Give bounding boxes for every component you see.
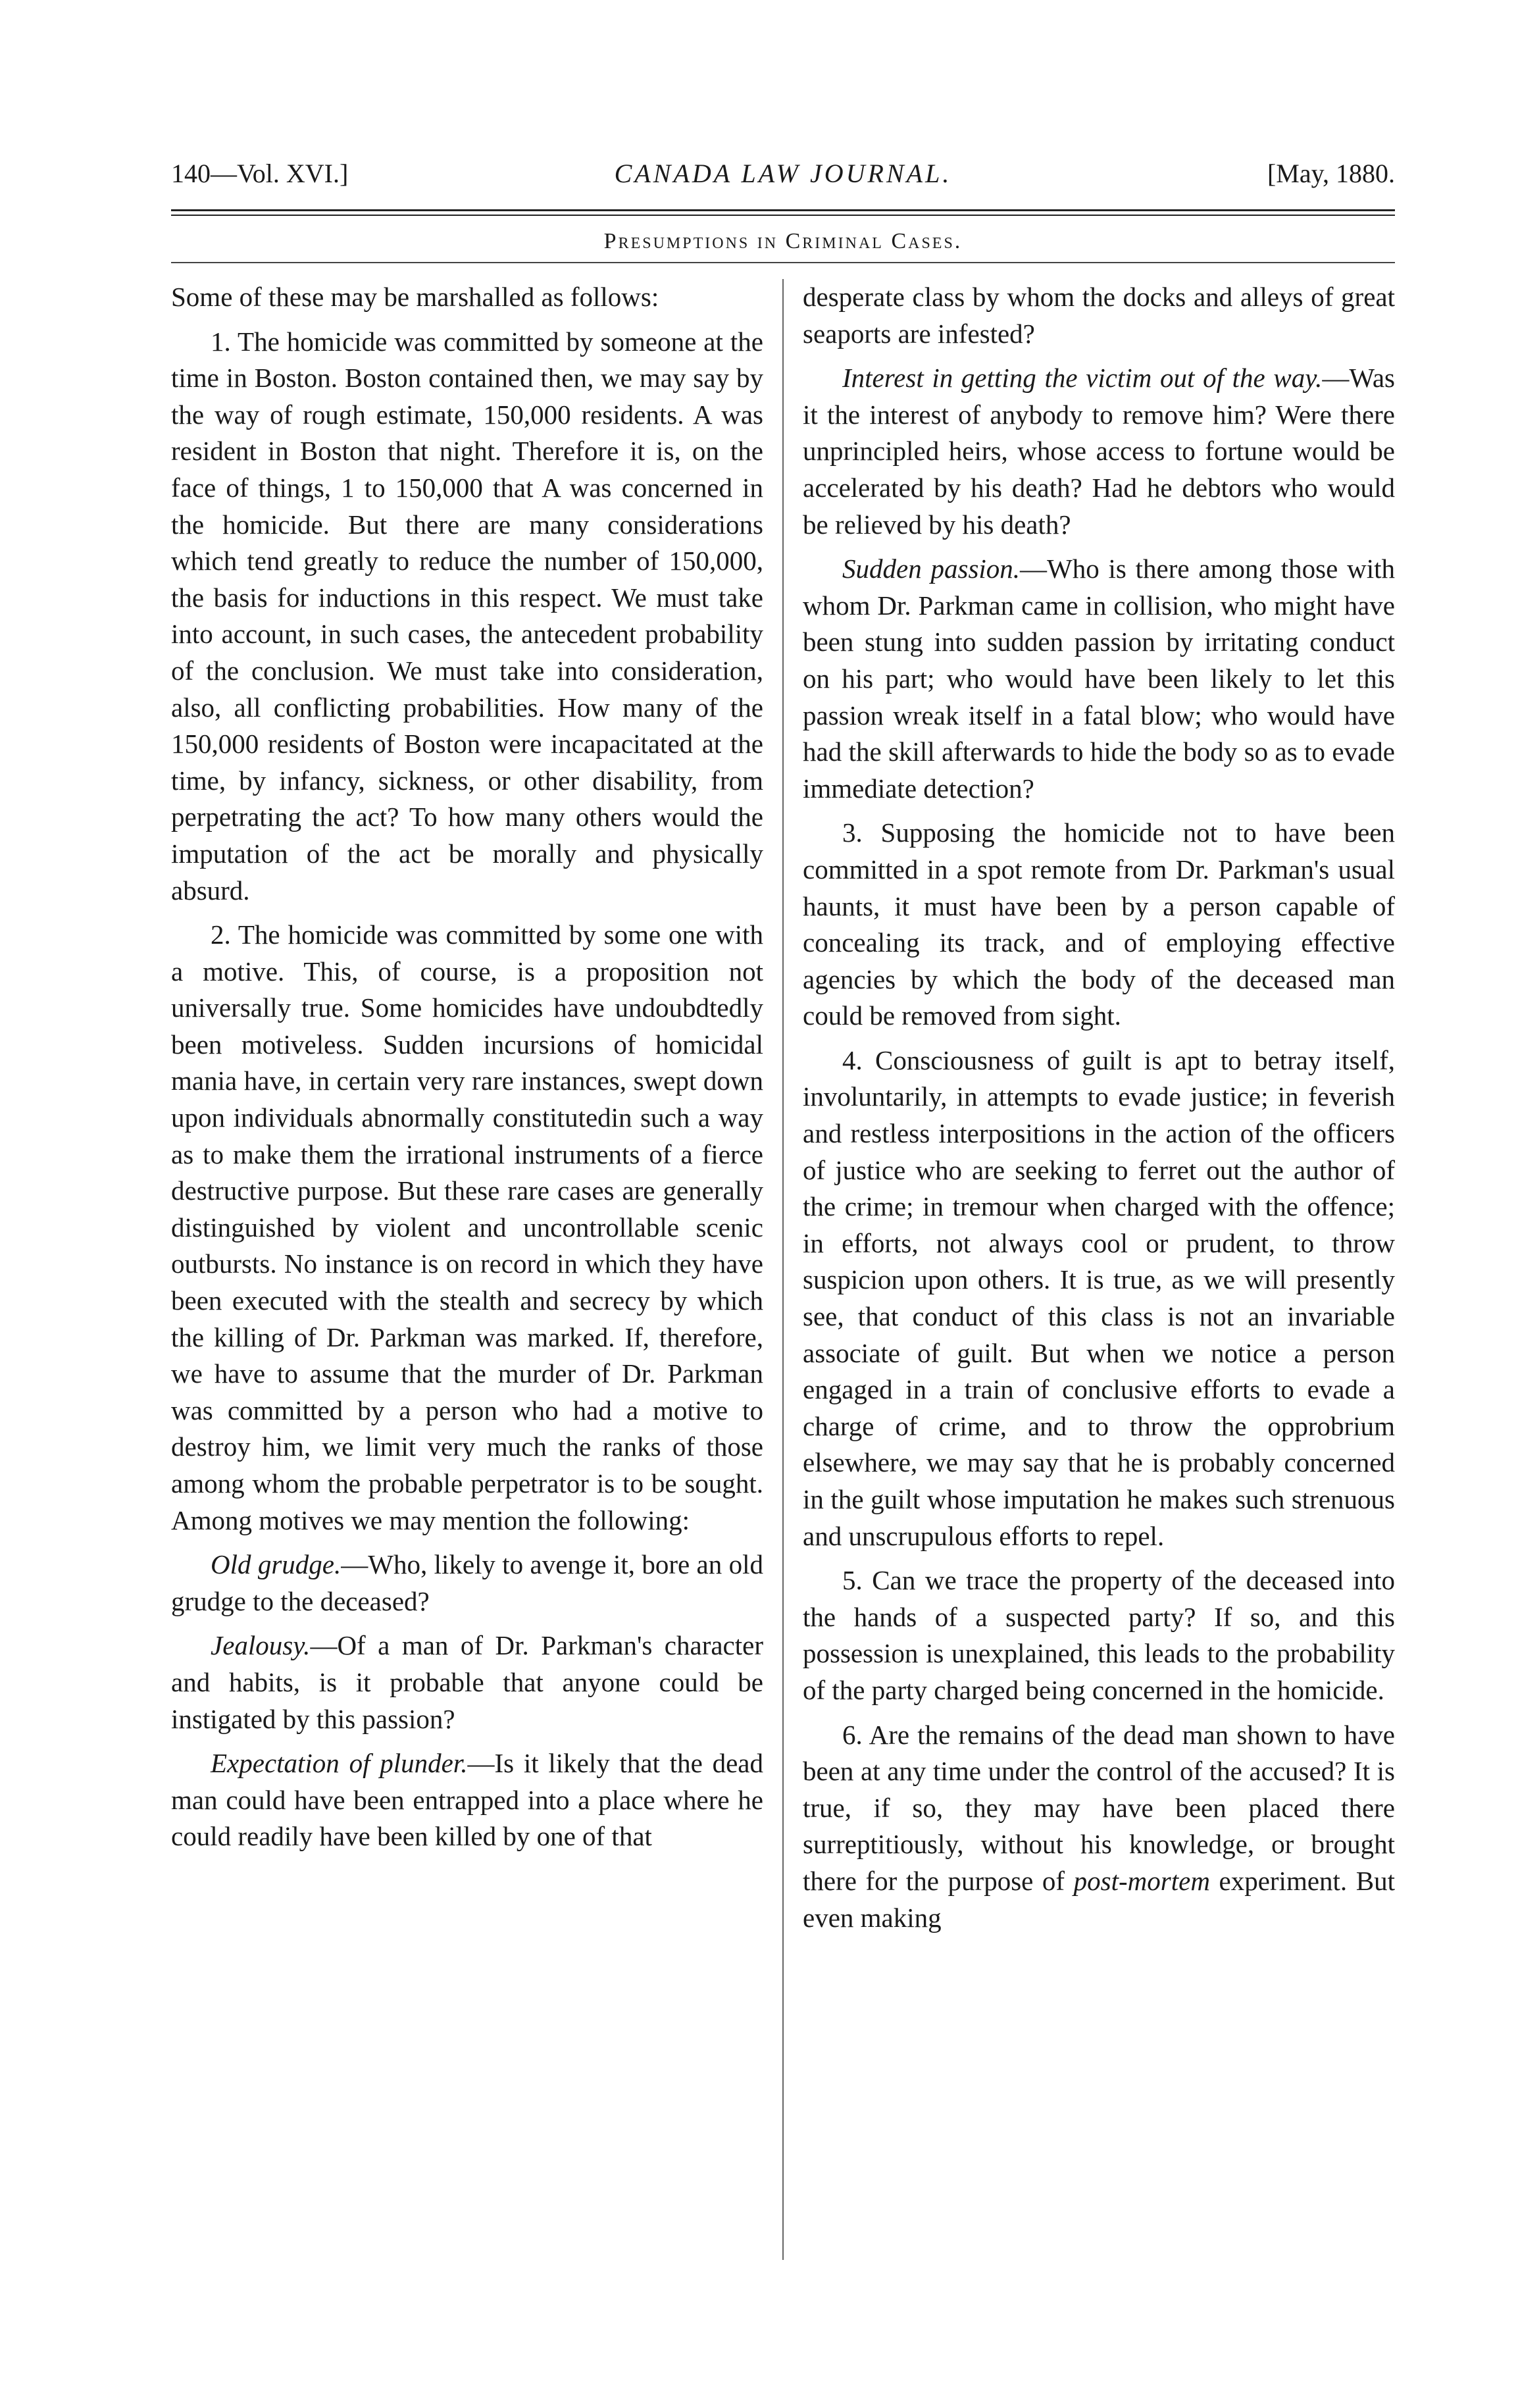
page-number-volume: 140—Vol. XVI.] — [171, 159, 349, 188]
paragraph: 1. The homicide was committed by someone at the time in Boston. Boston contained then, we may say by the way of rough estimate, 150,000 residents. A was resident in Boston that night. Therefore it is, on the face of things, 1 to 150,000 that A was concerned in the homicide. But there are many considerations which tend greatly to reduce the number of 150,000, the basis for inductions in this respect. We must take into account, in such cases, the antecedent probability of the conclusion. We must take into consideration, also, all conflicting probabilities. How many of the 150,000 residents of Boston were incapacitated at the time, by infancy, sickness, or other disability, from perpetrating the act? To how many others would the imputation of the act be morally and physically absurd. — [171, 326, 763, 906]
motive-heading: Old grudge. — [211, 1549, 342, 1580]
paragraph — [171, 1627, 763, 1737]
page — [171, 158, 1395, 2260]
motive-heading: Expectation of plunder. — [211, 1748, 468, 1779]
motive-text: —Who, likely to avenge it, bore an old grudge to the deceased? — [171, 1549, 764, 1616]
running-header — [171, 158, 1395, 204]
left-column — [171, 279, 763, 2260]
paragraph: Some of these may be marshalled as follows: — [171, 282, 659, 312]
paragraph-text: 6. Are the remains of the dead man shown to have been at any time under the control of the accused? It is true, if so, they may have been placed there surreptitiously, without his knowledge, or brought there for the purpose of — [803, 1719, 1395, 1896]
paragraph: 2. The homicide was committed by some one with a motive. This, of course, is a proposition not universally true. Some homicides have undoubdtedly been motiveless. Sudden incursions of homicidal mania have, in certain very rare instances, swept down upon individuals abnormally constitutedin such a way as to make them the irrational instruments of a fierce destructive purpose. But these rare cases are generally distinguished by violent and uncontrollable scenic outbursts. No instance is on record in which they have been executed with the stealth and secrecy by which the killing of Dr. Parkman was marked. If, therefore, we have to assume that the murder of Dr. Parkman was committed by a person who had a motive to destroy him, we limit very much the ranks of those among whom the probable perpetrator is to be sought. Among motives we may mention the following: — [171, 919, 763, 1535]
issue-date: [May, 1880. — [1267, 159, 1395, 188]
paragraph: 4. Consciousness of guilt is apt to betray itself, involuntarily, in attempts to evade justice; in feverish and restless interpositions in the action of the officers of justice who are seeking to ferret out the author of the crime; in tremour when charged with the offence; in efforts, not always cool or prudent, to throw suspicion upon others. It is true, as we will presently see, that conduct of this class is not an invariable associate of guilt. But when we notice a person engaged in a train of conclusive efforts to evade a charge of crime, and to throw the opprobrium elsewhere, we may say that he is probably concerned in the guilt whose imputation he makes such strenuous and unscrupulous efforts to repel. — [803, 1044, 1395, 1551]
paragraph — [803, 551, 1395, 807]
paragraph-text: experiment. But even making — [803, 1865, 1395, 1933]
column-divider — [782, 279, 784, 2260]
header-double-rule — [171, 209, 1395, 216]
paragraph: desperate class by whom the docks and alleys of great seaports are infested? — [803, 282, 1395, 349]
motive-text: —Is it likely that the dead man could have been entrapped into a place where he could readily have been killed by one of that — [171, 1748, 764, 1852]
journal-title: CANADA LAW JOURNAL. — [614, 159, 952, 188]
section-title: Presumptions in Criminal Cases. — [603, 229, 963, 253]
motive-text: —Was it the interest of anybody to remove him? Were there unprincipled heirs, whose access to fortune would be accelerated by his death? Had he debtors who would be relieved by his death? — [803, 363, 1395, 540]
paragraph: 5. Can we trace the property of the deceased into the hands of a suspected party? If so, and this possession is unexplained, this leads to the probability of the party charged being concerned in the homicide. — [803, 1565, 1395, 1705]
motive-text: —Of a man of Dr. Parkman's character and habits, is it probable that anyone could be instigated by this passion? — [171, 1630, 763, 1734]
paragraph — [171, 1547, 763, 1620]
paragraph — [803, 1717, 1395, 1937]
right-column — [803, 279, 1395, 2260]
section-rule — [171, 262, 1395, 263]
paragraph — [171, 1745, 763, 1855]
latin-term: post-mortem — [1073, 1865, 1210, 1896]
text-columns — [171, 279, 1395, 2260]
motive-heading: Jealousy. — [211, 1630, 311, 1661]
paragraph — [803, 360, 1395, 543]
motive-heading: Interest in getting the victim out of the way. — [842, 363, 1323, 394]
motive-heading: Sudden passion. — [842, 553, 1021, 584]
paragraph: 3. Supposing the homicide not to have been committed in a spot remote from Dr. Parkman's usual haunts, it must have been by a person capable of concealing its track, and of employing effective agencies by which the body of the deceased man could be removed from sight. — [803, 817, 1395, 1031]
motive-text: —Who is there among those with whom Dr. Parkman came in collision, who might have been stung into sudden passion by irritating conduct on his part; who would have been likely to let this passion wreak itself in a fatal blow; who would have had the skill afterwards to hide the body so as to evade immediate detection? — [803, 553, 1396, 804]
